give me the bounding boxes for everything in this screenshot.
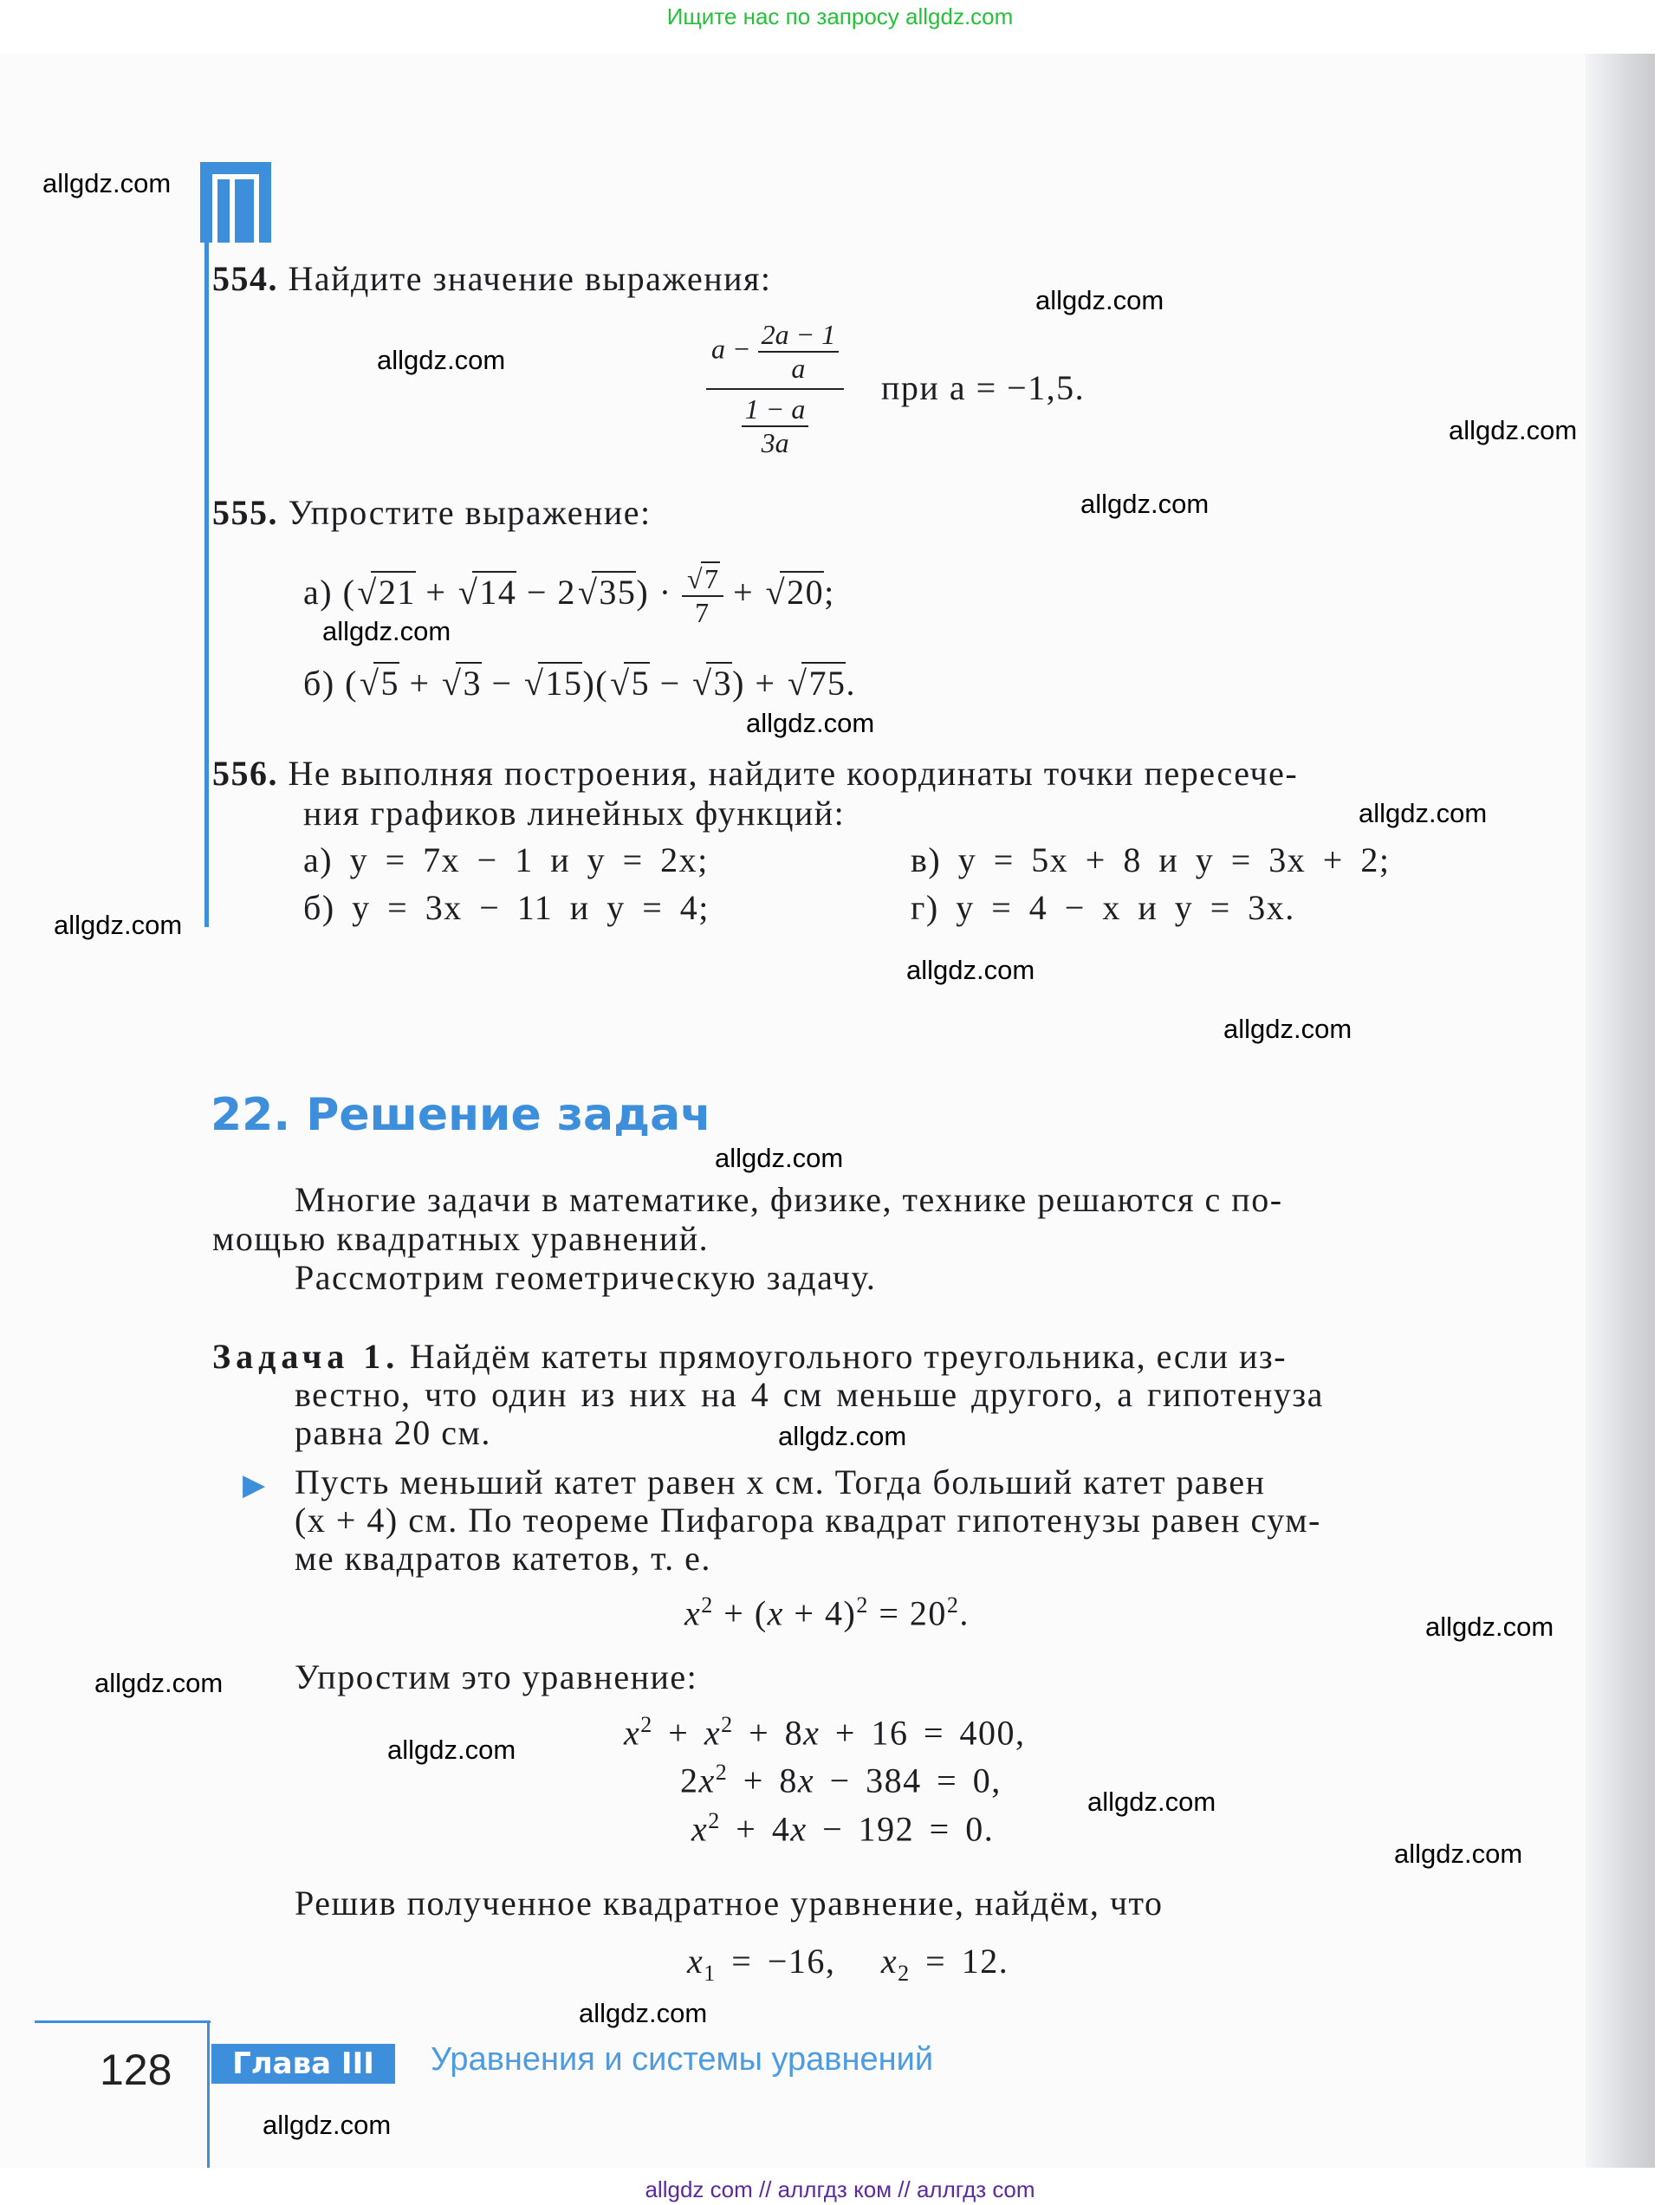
footer-rule <box>35 2020 211 2023</box>
problem-555-title <box>212 492 652 533</box>
simplify-text: Упростим это уравнение: <box>295 1657 698 1696</box>
watermark: allgdz.com <box>1080 489 1210 519</box>
paragraph-line: Многие задачи в математике, физике, технике решаются с по- <box>295 1180 1283 1219</box>
expr-a: a − <box>711 333 751 365</box>
watermark: allgdz.com <box>42 168 172 198</box>
watermark: allgdz.com <box>906 955 1035 985</box>
solution-line: ме квадратов катетов, т. е. <box>295 1539 711 1578</box>
problem-555-b: б) (√ 5 + √ 3 − √ 15)(√ 5 − √ 3) + √ 75. <box>303 663 856 704</box>
section-heading: 22. Решение задач <box>211 1089 711 1141</box>
chapter-title: Уравнения и системы уравнений <box>431 2041 934 2078</box>
problem-text: Не выполняя построения, найдите координаты точки пересече- <box>288 754 1299 793</box>
solved-text: Решив полученное квадратное уравнение, найдём, что <box>295 1884 1164 1923</box>
problem-556-item: а) y = 7x − 1 и y = 2x; <box>303 840 709 879</box>
problem-number: 555. <box>212 493 278 532</box>
problem-number: 556. <box>212 754 278 793</box>
task-text: Найдём катеты прямоугольного треугольника, если из- <box>409 1337 1288 1376</box>
watermark: allgdz.com <box>1035 285 1164 315</box>
problem-556-item: г) y = 4 − x и y = 3x. <box>911 888 1295 927</box>
roots: $x_1 = -16$, $x_2 = 12$. <box>687 1942 1009 1986</box>
page-number: 128 <box>100 2046 172 2094</box>
watermark: allgdz.com <box>778 1421 907 1451</box>
item-label: а) <box>303 573 334 613</box>
page-fold-shadow <box>1586 54 1655 2168</box>
task-label: Задача 1. <box>212 1337 400 1376</box>
equation-step: $x^2 + 4x - 192 = 0$. <box>691 1808 995 1849</box>
watermark: allgdz.com <box>1394 1839 1523 1869</box>
denominator-denominator: 3a <box>761 427 789 458</box>
problem-555-a: а) (√ 21 + √ 14 − 2√ 35) · √ $\frac{7}{7}$ + √ 20; <box>303 563 835 629</box>
chapter-badge: Глава III <box>211 2044 395 2084</box>
problem-554-title <box>212 258 772 299</box>
solution-start-triangle-icon: ▶ <box>243 1469 266 1501</box>
exercise-marker-icon <box>200 162 271 243</box>
watermark: allgdz.com <box>263 2110 392 2140</box>
inner-numerator: 2a − 1 <box>758 319 840 353</box>
task1-line1 <box>212 1336 1287 1377</box>
footer-vertical-rule <box>207 2020 210 2168</box>
watermark: allgdz.com <box>746 708 875 738</box>
problem-number: 554. <box>212 259 278 298</box>
solution-line: (x + 4) см. По теореме Пифагора квадрат гипотенузы равен сум- <box>295 1501 1321 1540</box>
item-label: б) <box>303 664 335 703</box>
watermark: allgdz.com <box>387 1735 516 1765</box>
exercise-side-rule <box>204 243 209 927</box>
problem-556-item: в) y = 5x + 8 и y = 3x + 2; <box>911 840 1391 879</box>
watermark: allgdz.com <box>715 1143 844 1173</box>
solution-line: Пусть меньший катет равен x см. Тогда больший катет равен <box>295 1462 1266 1501</box>
denominator-numerator: 1 − a <box>742 393 809 427</box>
top-search-link[interactable]: Ищите нас по запросу allgdz.com <box>666 3 1014 29</box>
paragraph-line: Рассмотрим геометрическую задачу. <box>295 1258 877 1297</box>
problem-text: Найдите значение выражения: <box>288 259 772 298</box>
inner-denominator: a <box>791 353 806 384</box>
watermark: allgdz.com <box>377 345 506 375</box>
bottom-links[interactable]: allgdz com // аллгдз ком // аллгдз com <box>645 2176 1035 2202</box>
equation-step: $x^2 + x^2 + 8x + 16 = 400$, <box>624 1712 1026 1753</box>
watermark: allgdz.com <box>1087 1787 1216 1817</box>
problem-556-line2: ния графиков линейных функций: <box>303 794 846 833</box>
watermark: allgdz.com <box>54 910 183 940</box>
problem-554-condition: при a = −1,5. <box>881 368 1086 407</box>
problem-text: Упростите выражение: <box>288 493 652 532</box>
problem-556-line1 <box>212 753 1298 794</box>
problem-556-item: б) y = 3x − 11 и y = 4; <box>303 888 710 927</box>
watermark: allgdz.com <box>1449 415 1578 445</box>
watermark: allgdz.com <box>1223 1014 1352 1044</box>
watermark: allgdz.com <box>1359 798 1488 828</box>
task1-line: вестно, что один из них на 4 см меньше другого, а гипотенуза <box>295 1375 1324 1414</box>
paragraph-line: мощью квадратных уравнений. <box>212 1219 710 1258</box>
equation-step: $2x^2 + 8x - 384 = 0$, <box>680 1760 1002 1800</box>
task1-line: равна 20 см. <box>295 1413 491 1452</box>
watermark: allgdz.com <box>1425 1612 1554 1642</box>
equation-pythagoras: $x^2 + (x + 4)^2 = 20^2$. <box>684 1592 970 1633</box>
watermark: allgdz.com <box>94 1668 224 1698</box>
watermark: allgdz.com <box>322 616 451 646</box>
watermark: allgdz.com <box>579 1998 708 2028</box>
fraction-expression <box>706 319 844 459</box>
